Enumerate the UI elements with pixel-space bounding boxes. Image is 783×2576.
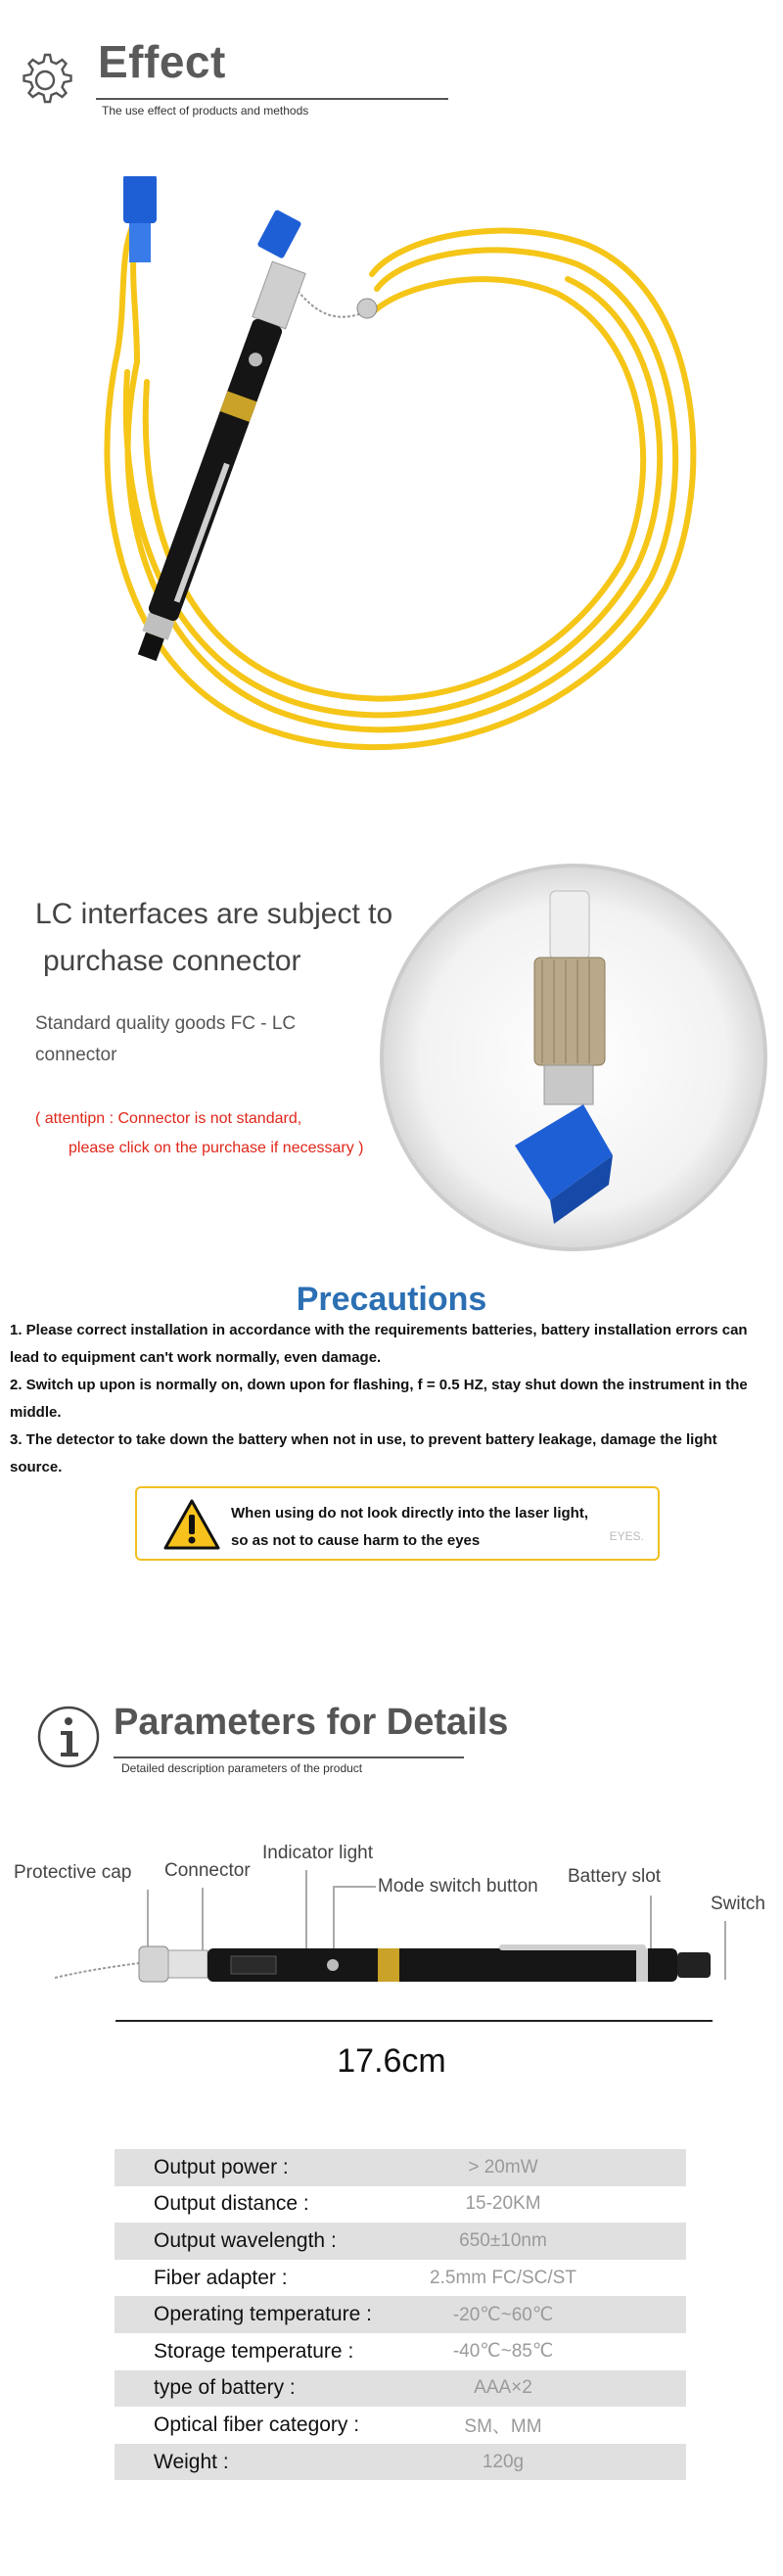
spec-value: -20℃~60℃ bbox=[452, 2304, 554, 2325]
dimension-line bbox=[115, 2020, 713, 2022]
pen-length: 17.6cm bbox=[337, 2042, 446, 2080]
section-title-parameters: Parameters for Details bbox=[114, 1702, 509, 1743]
table-row bbox=[115, 2223, 686, 2260]
lc-heading-line1: LC interfaces are subject to bbox=[35, 898, 393, 930]
spec-value: 2.5mm FC/SC/ST bbox=[430, 2267, 576, 2288]
table-row bbox=[115, 2370, 686, 2408]
spec-key: type of battery : bbox=[154, 2376, 296, 2400]
spec-value: SM、MM bbox=[464, 2416, 542, 2438]
lc-attention-note[interactable] bbox=[35, 1104, 407, 1163]
spec-key: Output distance : bbox=[154, 2192, 309, 2216]
spec-key: Output wavelength : bbox=[154, 2228, 337, 2252]
table-row bbox=[115, 2149, 686, 2186]
table-row bbox=[115, 2186, 686, 2224]
spec-table bbox=[115, 2149, 686, 2480]
spec-value: AAA×2 bbox=[474, 2377, 532, 2399]
list-item: 3. The detector to take down the battery when not in use, to prevent battery leakage, damage the light source. bbox=[10, 1431, 717, 1475]
warning-line1: When using do not look directly into the laser light, bbox=[231, 1505, 589, 1522]
label-switch: Switch bbox=[711, 1894, 765, 1914]
lc-description: Standard quality goods FC - LC connector bbox=[35, 1013, 297, 1065]
label-protective-cap: Protective cap bbox=[14, 1862, 132, 1883]
warning-triangle-icon bbox=[162, 1498, 221, 1551]
precautions-title: Precautions bbox=[296, 1281, 487, 1318]
lc-heading-line2: purchase connector bbox=[43, 945, 301, 977]
list-item: 2. Switch up upon is normally on, down upon for flashing, f = 0.5 HZ, stay shut down the instrument in the middle. bbox=[10, 1377, 748, 1421]
lc-note-line2[interactable]: please click on the purchase if necessary ) bbox=[69, 1140, 364, 1156]
warning-line2: so as not to cause harm to the eyes bbox=[231, 1532, 481, 1549]
spec-key: Fiber adapter : bbox=[154, 2266, 288, 2289]
spec-value: -40℃~85℃ bbox=[452, 2341, 554, 2363]
label-indicator-light: Indicator light bbox=[262, 1843, 374, 1863]
spec-key: Output power : bbox=[154, 2155, 289, 2178]
lc-note-line1: ( attentipn : Connector is not standard, bbox=[35, 1110, 302, 1127]
laser-warning-box bbox=[135, 1486, 660, 1561]
spec-key: Optical fiber category : bbox=[154, 2412, 360, 2436]
spec-key: Operating temperature : bbox=[154, 2303, 372, 2326]
list-item: 1. Please correct installation in accordance with the requirements batteries, battery installation errors can lead to equipment can't work normally, even damage. bbox=[10, 1322, 748, 1366]
table-row bbox=[115, 2407, 686, 2444]
section-subtitle-effect: The use effect of products and methods bbox=[102, 104, 309, 117]
table-row bbox=[115, 2260, 686, 2297]
precautions-list bbox=[10, 1317, 773, 1481]
warning-tag: EYES. bbox=[609, 1529, 644, 1543]
warning-text bbox=[231, 1500, 588, 1555]
leader-line bbox=[333, 1886, 376, 1888]
spec-key: Weight : bbox=[154, 2450, 229, 2473]
spec-value: 15-20KM bbox=[465, 2193, 541, 2215]
product-photo-fiber-coil bbox=[78, 176, 724, 842]
info-icon bbox=[35, 1704, 102, 1770]
section-title-effect: Effect bbox=[98, 36, 226, 87]
label-connector: Connector bbox=[164, 1860, 251, 1881]
section-subtitle-parameters: Detailed description parameters of the product bbox=[121, 1761, 363, 1775]
table-row bbox=[115, 2333, 686, 2370]
table-row bbox=[115, 2296, 686, 2333]
pen-diagram bbox=[49, 1919, 754, 2027]
spec-value: 120g bbox=[482, 2451, 525, 2472]
table-row bbox=[115, 2444, 686, 2481]
lc-heading bbox=[35, 891, 427, 985]
label-battery-slot: Battery slot bbox=[568, 1866, 662, 1887]
label-mode-switch: Mode switch button bbox=[378, 1876, 538, 1897]
spec-value: > 20mW bbox=[468, 2156, 538, 2178]
spec-key: Storage temperature : bbox=[154, 2339, 354, 2363]
gear-icon bbox=[14, 49, 76, 112]
spec-value: 650±10nm bbox=[459, 2229, 547, 2251]
connector-photo bbox=[378, 862, 769, 1253]
divider bbox=[114, 1756, 464, 1758]
divider bbox=[96, 98, 448, 100]
